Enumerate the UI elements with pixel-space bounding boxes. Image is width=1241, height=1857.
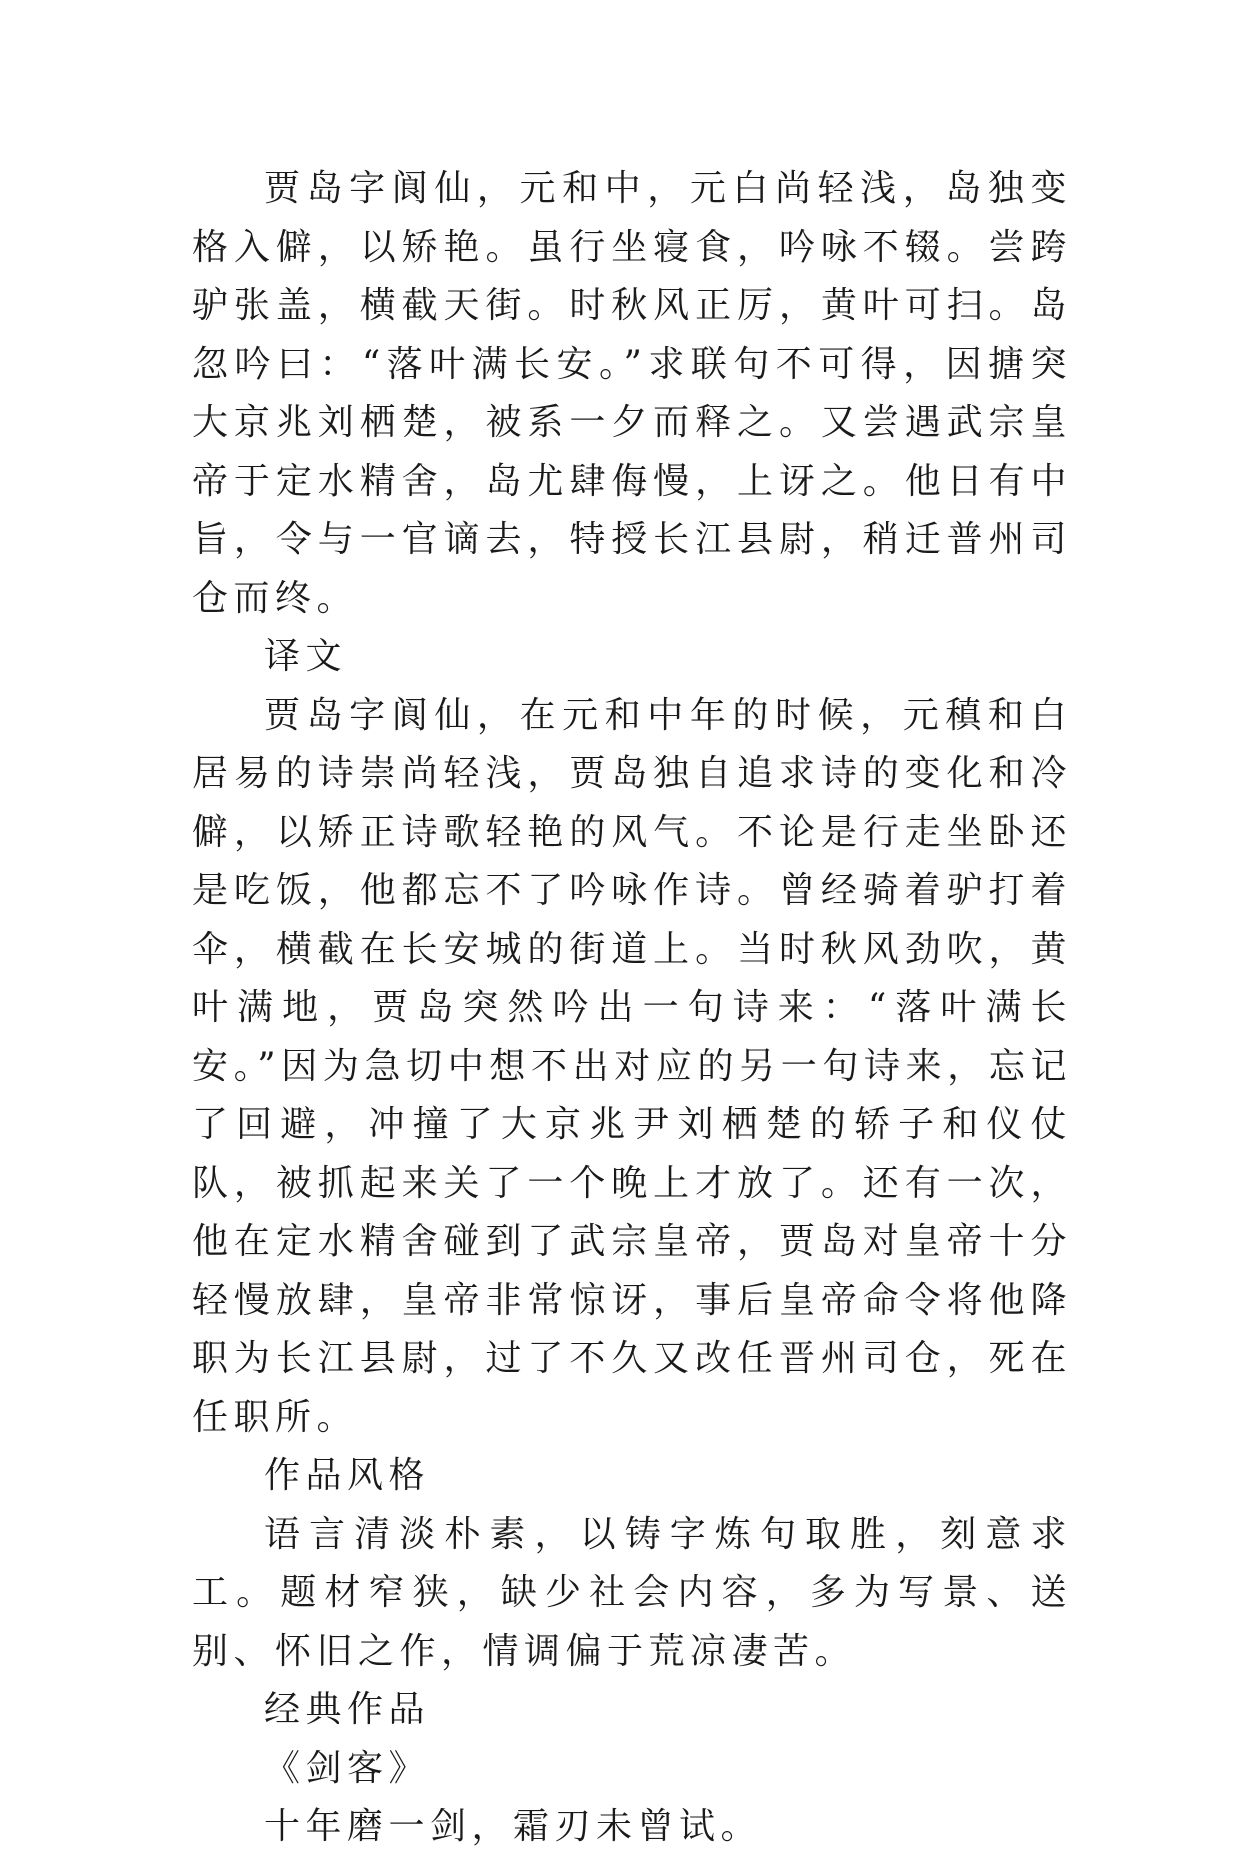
document-body	[192, 160, 1072, 1857]
style-heading: 作品风格	[264, 1455, 431, 1496]
classic-works-heading: 经典作品	[264, 1689, 431, 1730]
biography-classical-paragraph: 贾岛字阆仙，元和中，元白尚轻浅，岛独变格入僻，以矫艳。虽行坐寝食，吟咏不辍。尝跨驴张盖，横截天街。时秋风正厉，黄叶可扫。岛忽吟曰：“落叶满长安。”求联句不可得，因搪突大京兆刘栖楚，被系一夕而释之。又尝遇武宗皇帝于定水精舍，岛尤肆侮慢，上讶之。他日有中旨，令与一官谪去，特授长江县尉，稍迁普州司仓而终。	[192, 168, 1072, 619]
poem-title: 《剑客》	[264, 1747, 431, 1789]
poem-line: 十年磨一剑，霜刃未曾试。	[264, 1806, 763, 1847]
translation-paragraph: 贾岛字阆仙，在元和中年的时候，元稹和白居易的诗崇尚轻浅，贾岛独自追求诗的变化和冷僻，以矫正诗歌轻艳的风气。不论是行走坐卧还是吃饭，他都忘不了吟咏作诗。曾经骑着驴打着伞，横截在长安城的街道上。当时秋风劲吹，黄叶满地，贾岛突然吟出一句诗来：“落叶满长安。”因为急切中想不出对应的另一句诗来，忘记了回避，冲撞了大京兆尹刘栖楚的轿子和仪仗队，被抓起来关了一个晚上才放了。还有一次，他在定水精舍碰到了武宗皇帝，贾岛对皇帝十分轻慢放肆，皇帝非常惊讶，事后皇帝命令将他降职为长江县尉，过了不久又改任晋州司仓，死在任职所。	[192, 694, 1072, 1438]
style-paragraph: 语言清淡朴素，以铸字炼句取胜，刻意求工。题材窄狭，缺少社会内容，多为写景、送别、怀旧之作，情调偏于荒凉凄苦。	[192, 1513, 1072, 1672]
translation-heading: 译文	[264, 636, 348, 677]
